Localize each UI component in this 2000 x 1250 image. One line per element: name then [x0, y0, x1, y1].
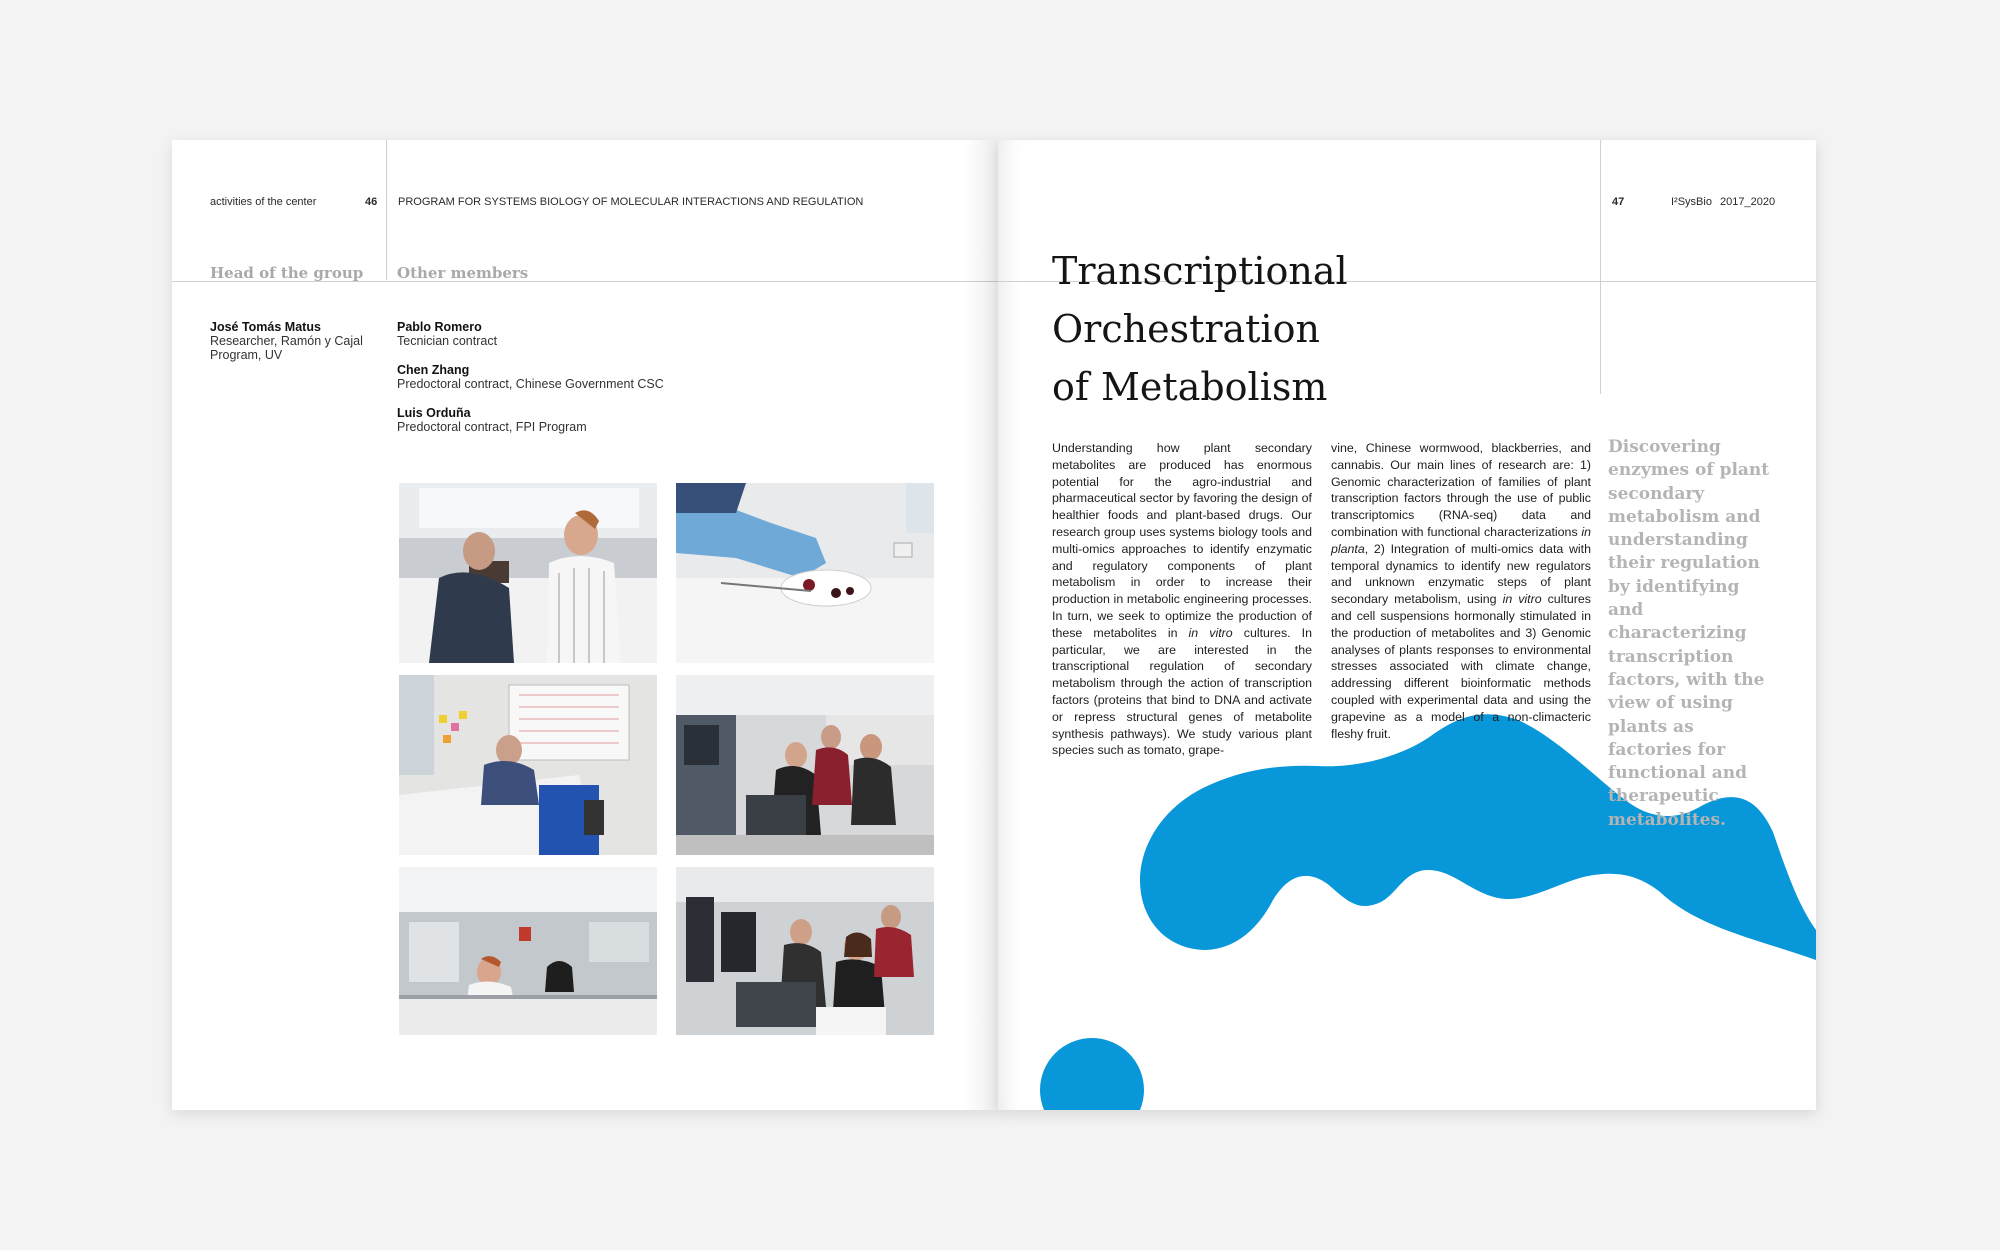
member-role: Predoctoral contract, Chinese Government CSC	[397, 377, 664, 391]
left-page	[172, 140, 998, 1110]
body-text: Understanding how plant secondary metabolites are produced has enormous potential for the agro-industrial and pharmaceutical sector by favoring the design of healthier foods and plant-based drugs. Our research group uses systems biology tools and multi-omics approaches to identify enzymatic and regulatory components of plant metabolism in order to increase their production in metabolic engineering processes. In turn, we seek to optimize the production of these metabolites in	[1052, 441, 1312, 640]
italic-term: in vitro	[1502, 592, 1542, 607]
brand-label: I²SysBio	[1671, 196, 1712, 208]
body-text: vine, Chinese wormwood, blackberries, and cannabis. Our main lines of research are: 1) Genomic characterization of families of plant transcription factors through the use of public transcriptomics (RNA-seq) data and combination with functional characterizations	[1331, 441, 1591, 539]
photo-researchers-at-lab-bench	[399, 483, 657, 663]
head-heading: Head of the group	[210, 264, 364, 282]
body-text: , 2) Integration of multi-omics data with temporal dynamics to identify new regulators and unknown enzymatic steps of plant secondary metabolism, using	[1331, 541, 1591, 607]
body-column-2	[1331, 440, 1591, 742]
title-line: Transcriptional	[1052, 249, 1348, 293]
head-role-line: Researcher, Ramón y Cajal	[210, 334, 363, 348]
body-text: cultures and cell suspensions hormonally stimulated in the production of metabolites and 3) Genomic analyses of plants responses to environmental stresses associated with climate change, addressing different bioinformatic methods coupled with experimental data and using the grapevine as a model of a non-climacteric fleshy fruit.	[1331, 592, 1591, 741]
blue-circle-shape	[1040, 1038, 1144, 1110]
photo-team-working-on-laptops	[676, 867, 934, 1035]
italic-term: in planta	[1331, 524, 1591, 556]
photo-gloved-hands-petri-dish	[676, 483, 934, 663]
program-title: PROGRAM FOR SYSTEMS BIOLOGY OF MOLECULAR INTERACTIONS AND REGULATION	[398, 196, 864, 208]
member	[397, 363, 664, 391]
members-heading: Other members	[397, 264, 529, 282]
member-name: Chen Zhang	[397, 363, 470, 377]
body-text: cultures. In particular, we are interested in the transcriptional regulation of secondary metabolism through the action of transcription factors (proteins that bind to DNA and activate or repress structural genes of metabolite synthesis pathways). We study various plant species such as tomato, grape-	[1052, 625, 1312, 758]
title-line: of Metabolism	[1052, 365, 1328, 409]
section-label: activities of the center	[210, 196, 317, 208]
member-name: Pablo Romero	[397, 320, 482, 334]
member	[397, 320, 497, 348]
photo-students-at-computers	[676, 675, 934, 855]
head-role-line: Program, UV	[210, 348, 283, 362]
years-label: 2017_2020	[1720, 196, 1776, 208]
member-role: Tecnician contract	[397, 334, 498, 348]
page-number: 46	[365, 196, 378, 208]
member	[397, 406, 587, 434]
header-divider	[386, 140, 387, 280]
pull-quote: Discovering enzymes of plant secondary metabolism and understanding their regulation by identifying and characterizing transcription factors, with the view of using plants as factories for functional and therapeutic metabolites.	[1608, 437, 1770, 830]
header-divider	[1600, 140, 1601, 394]
body-column-1	[1052, 440, 1312, 759]
page-number: 47	[1612, 196, 1625, 208]
italic-term: in vitro	[1188, 625, 1233, 640]
member-name: Luis Orduña	[397, 406, 471, 420]
page-title	[1052, 242, 1348, 416]
title-line: Orchestration	[1052, 307, 1320, 351]
head-name: José Tomás Matus	[210, 320, 321, 334]
right-page	[998, 140, 1816, 1110]
photo-researchers-through-window	[399, 867, 657, 1035]
photo-office-desk-researcher	[399, 675, 657, 855]
member-role: Predoctoral contract, FPI Program	[397, 420, 587, 434]
group-head	[210, 320, 363, 362]
